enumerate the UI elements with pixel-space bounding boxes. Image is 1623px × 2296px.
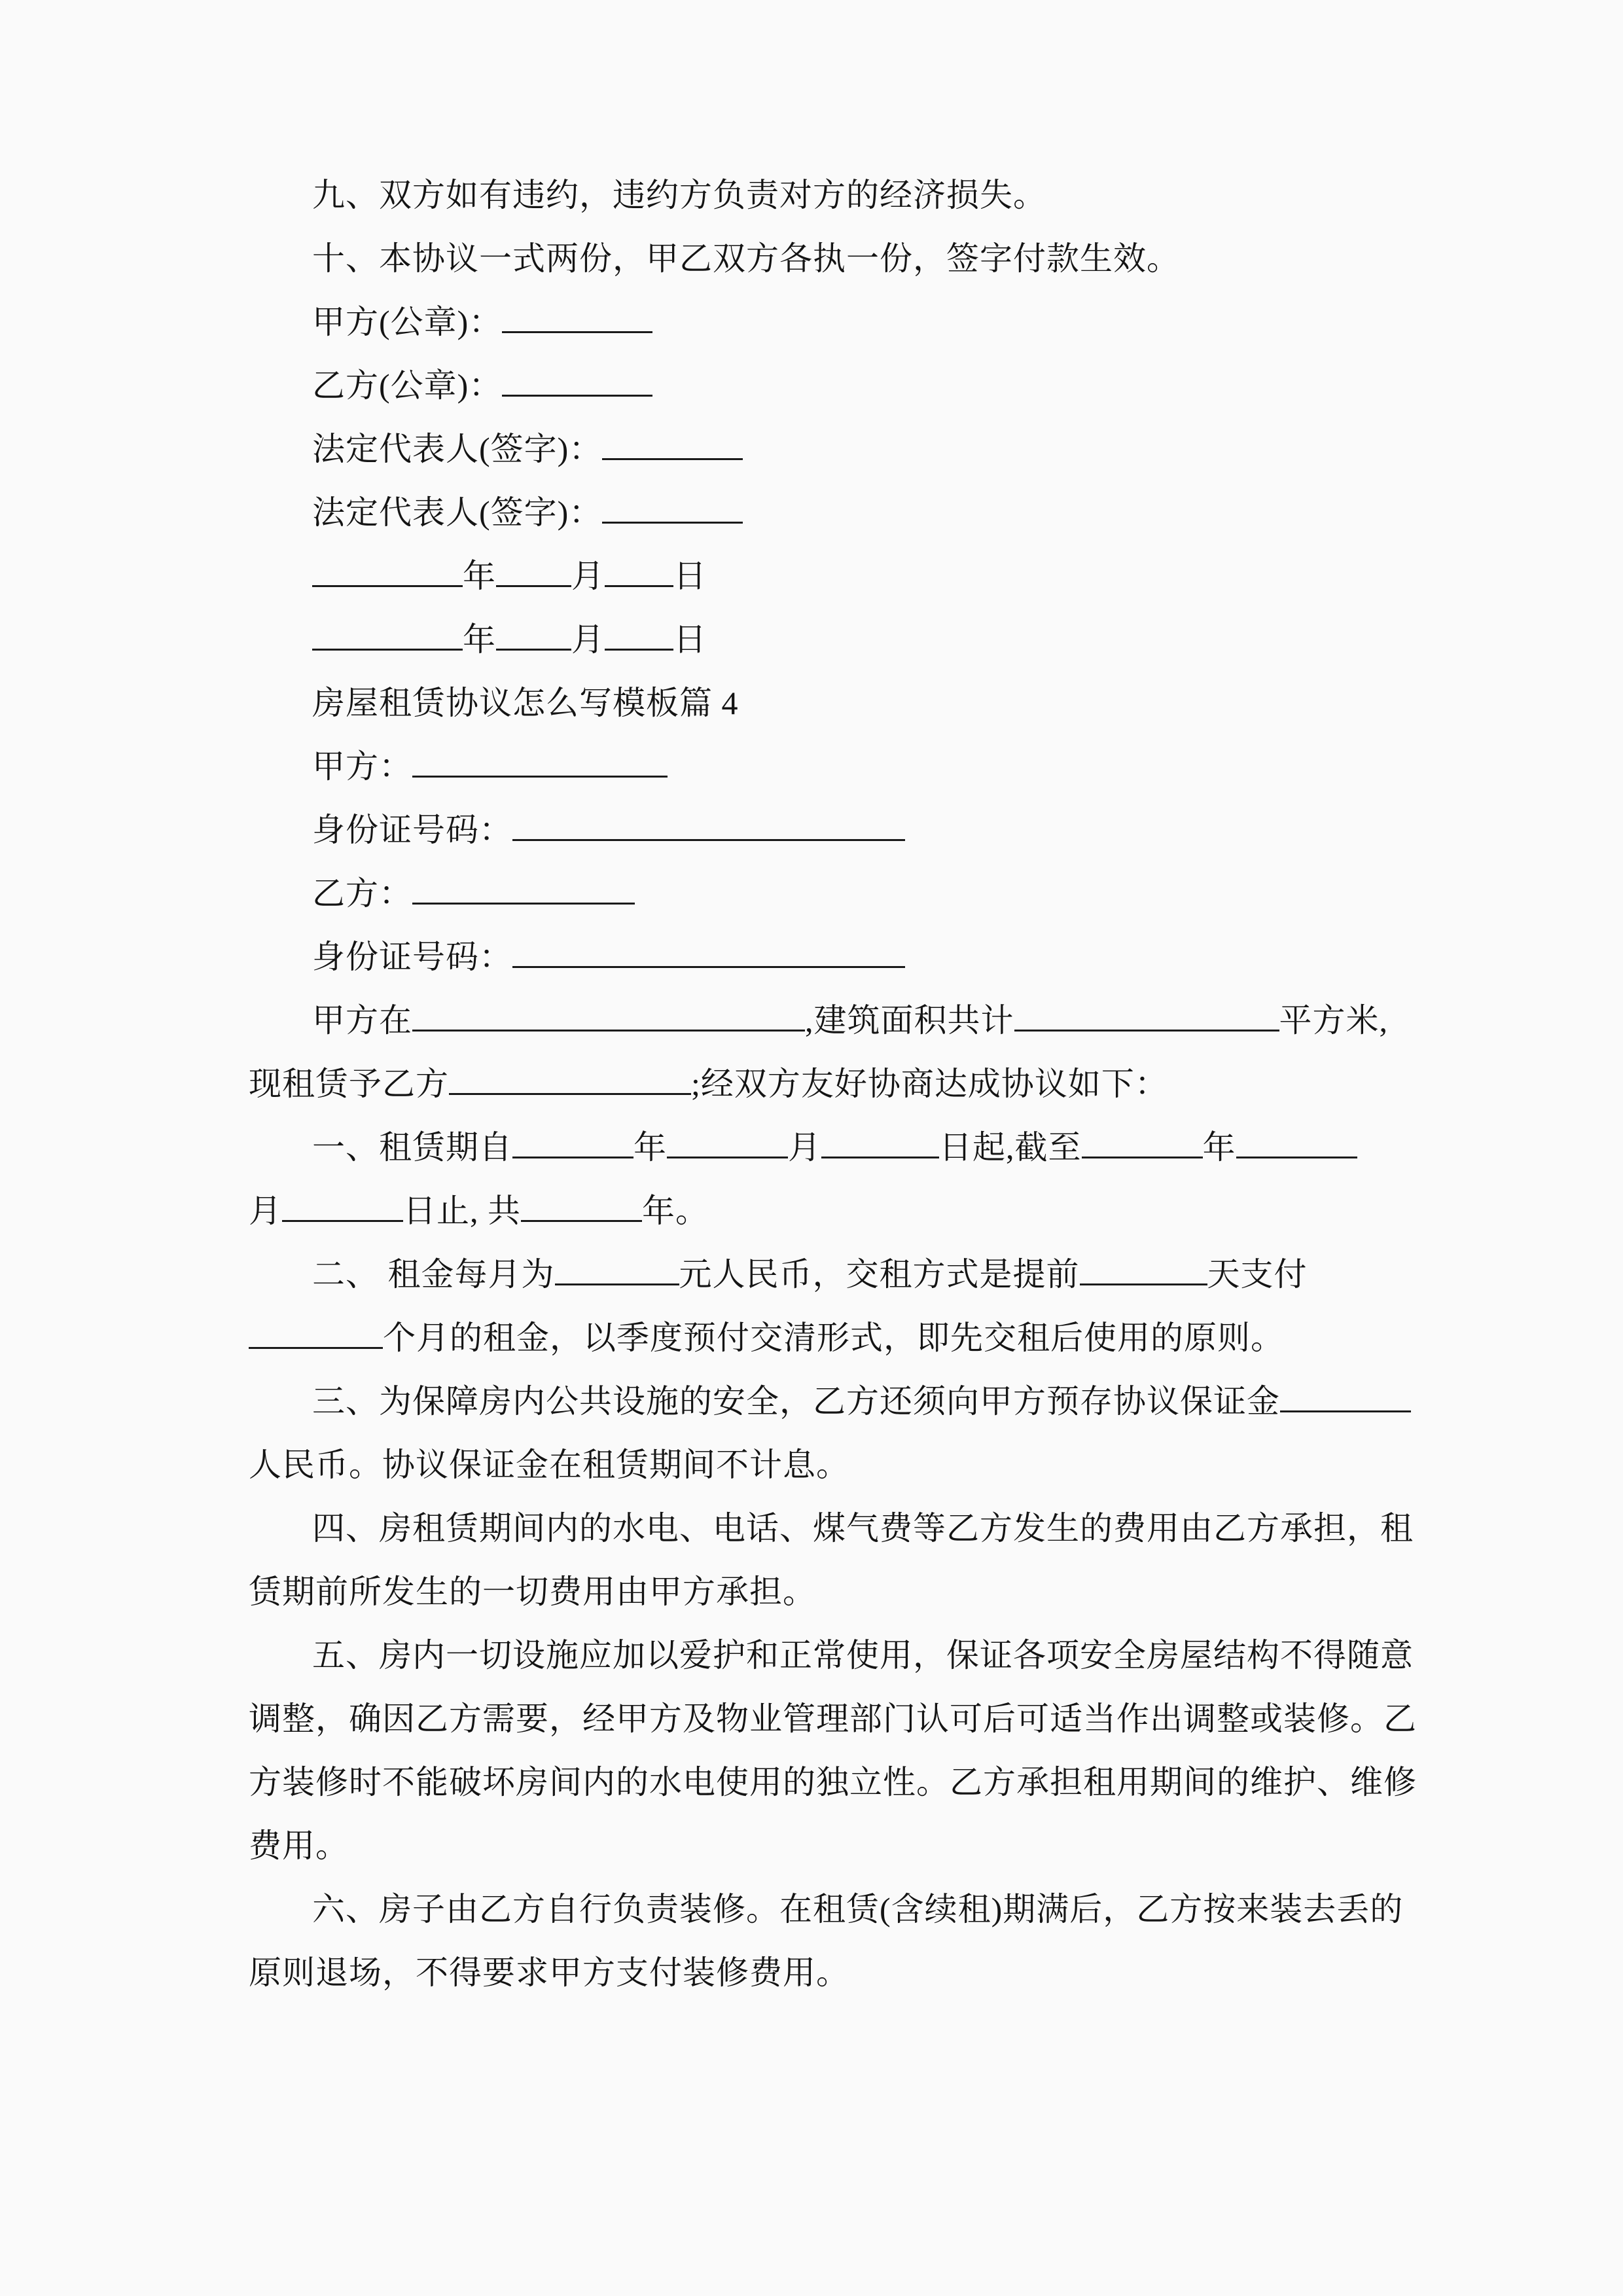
doc-line [249,418,1544,481]
blank-fill-field [602,452,743,460]
blank-fill-field [1280,1404,1411,1412]
text-run: 年 [463,621,496,658]
text-run: 四、房租赁期间内的水电、电话、煤气费等乙方发生的费用由乙方承担，租 [312,1510,1414,1547]
doc-line [249,1814,1544,1878]
blank-fill-field [282,1213,403,1222]
blank-fill-field [249,1340,383,1349]
text-run: 法定代表人(签字)： [312,494,603,531]
text-run: 年 [1202,1129,1236,1166]
doc-line [249,1878,1544,1941]
blank-fill-field [521,1213,642,1222]
text-run: 法定代表人(签字)： [312,431,603,467]
blank-fill-field [312,642,463,651]
text-run: 现租赁予乙方 [249,1066,449,1102]
doc-line [249,354,1544,418]
text-run: 日止, 共 [403,1193,521,1229]
blank-fill-field [1080,1277,1207,1285]
text-run: 年 [463,558,496,594]
blank-fill-field [502,388,652,397]
doc-line [249,1687,1544,1751]
doc-line [249,1179,1544,1243]
doc-line [249,735,1544,798]
blank-fill-field [502,325,652,333]
text-run: 日 [673,621,707,658]
doc-line [249,545,1544,608]
text-run: 月 [571,558,605,594]
doc-line [249,608,1544,672]
text-run: 日起,截至 [939,1129,1082,1166]
text-run: 元人民币，交租方式是提前 [679,1256,1080,1293]
blank-fill-field [1236,1150,1357,1158]
text-run: 日 [673,558,707,594]
blank-fill-field [312,579,463,587]
blank-fill-field [512,1150,633,1158]
text-run: 原则退场，不得要求甲方支付装修费用。 [249,1954,849,1991]
doc-line [249,862,1544,925]
text-run: 年 [633,1129,667,1166]
text-run: 甲方在 [312,1002,412,1039]
text-run: 调整，确因乙方需要，经甲方及物业管理部门认可后可适当作出调整或装修。乙 [249,1700,1417,1737]
doc-line [249,1433,1544,1497]
blank-fill-field [512,960,905,968]
text-run: 乙方： [312,875,412,912]
text-run: 月 [788,1129,821,1166]
doc-line [249,925,1544,989]
blank-fill-field [512,833,905,841]
text-run: ,建筑面积共计 [805,1002,1014,1039]
text-run: 一、租赁期自 [312,1129,512,1166]
text-run: 三、为保障房内公共设施的安全，乙方还须向甲方预存协议保证金 [312,1383,1280,1420]
text-run: 五、房内一切设施应加以爱护和正常使用，保证各项安全房屋结构不得随意 [312,1637,1414,1674]
blank-fill-field [605,579,673,587]
doc-line [249,1052,1544,1116]
blank-fill-field [412,1023,805,1031]
text-run: 身份证号码： [312,939,512,975]
document-body [249,164,1544,2005]
text-run: 天支付 [1207,1256,1308,1293]
text-run: 乙方(公章)： [312,367,503,404]
doc-line [249,1624,1544,1687]
text-run: 二、 租金每月为 [312,1256,555,1293]
text-run: 人民币。协议保证金在租赁期间不计息。 [249,1446,849,1483]
text-run: 费用。 [249,1827,349,1864]
text-run: 赁期前所发生的一切费用由甲方承担。 [249,1573,816,1610]
blank-fill-field [496,642,571,651]
doc-line [249,481,1544,545]
blank-fill-field [1014,1023,1279,1031]
doc-line [249,164,1544,227]
text-run: 月 [249,1193,282,1229]
doc-line [249,291,1544,354]
text-run: 身份证号码： [312,812,512,848]
text-run: 九、双方如有违约，违约方负责对方的经济损失。 [312,177,1046,213]
blank-fill-field [496,579,571,587]
blank-fill-field [555,1277,679,1285]
text-run: 方装修时不能破坏房间内的水电使用的独立性。乙方承担租用期间的维护、维修 [249,1764,1417,1801]
text-run: 甲方(公章)： [312,304,503,340]
blank-fill-field [602,515,743,524]
text-run: 六、房子由乙方自行负责装修。在租赁(含续租)期满后，乙方按来装去丢的 [312,1891,1404,1928]
text-run: ;经双方友好协商达成协议如下： [691,1066,1168,1102]
text-run: 年。 [642,1193,709,1229]
doc-line [249,1116,1544,1179]
text-run: 十、本协议一式两份，甲乙双方各执一份，签字付款生效。 [312,240,1180,277]
blank-fill-field [605,642,673,651]
doc-line [249,1560,1544,1624]
doc-line [249,1306,1544,1370]
doc-line [249,989,1544,1052]
doc-line [249,798,1544,862]
text-run: 甲方： [312,748,412,785]
text-run: 月 [571,621,605,658]
doc-line [249,1497,1544,1560]
blank-fill-field [412,896,635,905]
blank-fill-field [821,1150,939,1158]
doc-line [249,1243,1544,1306]
text-run: 房屋租赁协议怎么写模板篇 4 [312,685,739,721]
doc-line [249,1751,1544,1814]
blank-fill-field [667,1150,788,1158]
text-run: 个月的租金，以季度预付交清形式，即先交租后使用的原则。 [383,1319,1284,1356]
doc-line [249,227,1544,291]
blank-fill-field [449,1086,691,1095]
text-run: 平方米, [1279,1002,1388,1039]
doc-line [249,1370,1544,1433]
blank-fill-field [1082,1150,1203,1158]
doc-line [249,1941,1544,2005]
doc-line [249,672,1544,735]
blank-fill-field [412,769,668,778]
